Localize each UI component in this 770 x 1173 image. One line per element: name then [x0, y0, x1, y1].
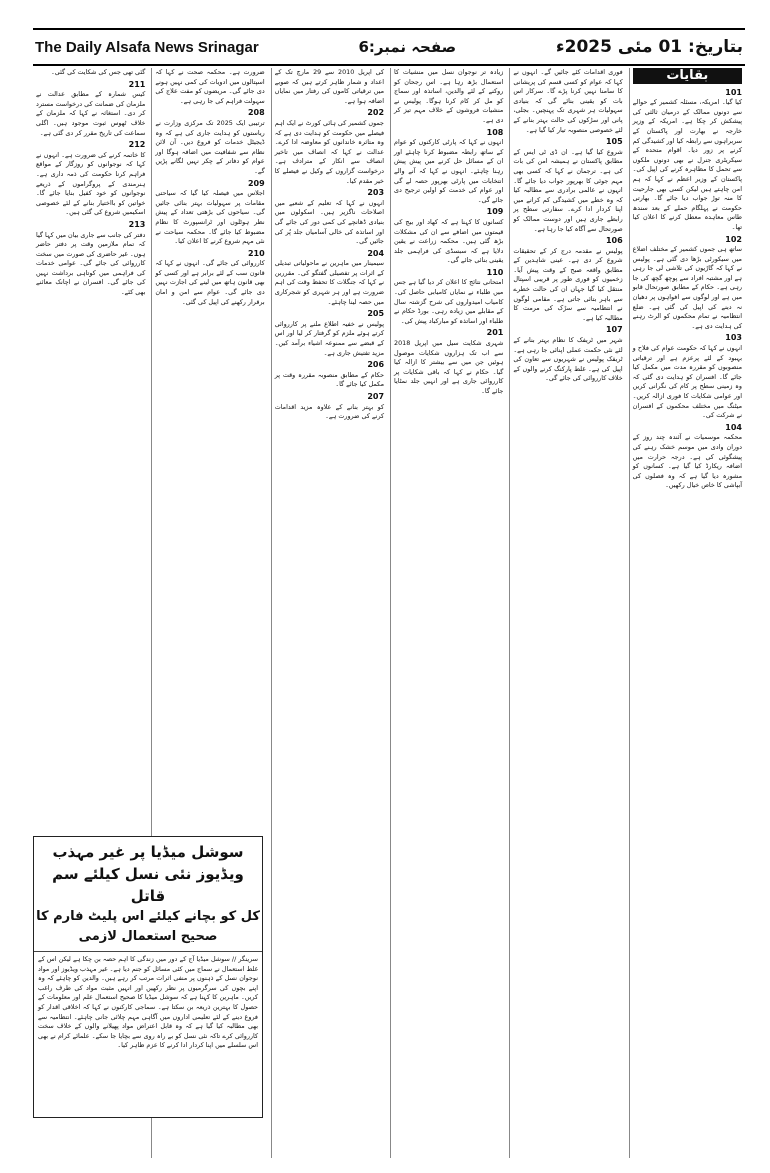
continuation-number: 105: [605, 137, 623, 147]
baqiyat-heading: بقایات: [633, 68, 742, 84]
continuation-number: 108: [486, 127, 504, 137]
continuation-number: 207: [367, 392, 385, 401]
column-2: [509, 68, 625, 1158]
article-text: شہری شکایت سیل میں اپریل 2018 سے اب تک ہزاروں شکایات موصول ہوئیں جن میں سے بیشتر کا ازالہ کیا گیا۔ حکام نے کہا کہ باقی شکایات پر کارروائی جاری ہے اور انہیں جلد نمٹایا جائے گا۔: [394, 339, 504, 395]
article-text: گئی تھی جس کی شکایت کی گئی۔: [51, 68, 146, 76]
continuation-number: 205: [367, 309, 385, 319]
article-text: کو بہتر بنانے کے علاوہ مزید اقدامات کرنے کی ضرورت ہے۔: [274, 402, 385, 421]
article-text: پولیس نے خفیہ اطلاع ملنے پر کارروائی کرتے ہوئے ملزم کو گرفتار کر لیا اور اس کے قبضے سے ممنوعہ اشیاء برآمد کیں۔ مزید تفتیش جاری ہے۔: [274, 319, 385, 357]
article-text: فوری اقدامات کئے جائیں گے۔ انہوں نے کہا کہ عوام کو کسی قسم کی پریشانی کا سامنا نہیں کرنا پڑے گا۔ سرکار اس بات کو یقینی بنائے گی کہ بنیادی سہولیات ہر شہری تک پہنچیں۔ بجلی، پانی اور سڑکوں کی حالت بہتر بنانے کے لئے خصوصی منصوبہ تیار کیا گیا ہے۔: [513, 68, 623, 134]
article-text: حکام کے مطابق منصوبہ مقررہ وقت پر مکمل کیا جائے گا۔: [274, 370, 385, 389]
continuation-number: 209: [247, 178, 265, 188]
continuation-number: 206: [367, 360, 385, 370]
column-1: [629, 68, 745, 1158]
article-text: کیا گیا۔ امریکہ، مسئلہ کشمیر کے حوالے سے دونوں ممالک کے درمیان ثالثی کی پیشکش کر چکا ہے۔ امریکہ کے وزیر خارجہ نے بھارت اور پاکستان کے سربراہوں سے رابطہ کیا اور کشیدگی کم کرنے پر زور دیا۔ اقوام متحدہ کے سیکریٹری جنرل نے بھی دونوں ملکوں سے تحمل کا مظاہرہ کرنے کی اپیل کی۔ پاکستان کے وزیر اعظم نے کہا کہ ہم امن چاہتے ہیں لیکن کسی بھی جارحیت کا منہ توڑ جواب دیا جائے گا۔ بھارتی حکومت نے پہلگام حملے کے بعد سندھ طاس معاہدہ معطل کرنے کا اعلان کیا تھا۔: [632, 98, 742, 231]
article-text: ترتیبی ایک 2025 تک مرکزی وزارت نے ریاستوں کو ہدایت جاری کی ہے کہ وہ ڈیجیٹل خدمات کو فروغ دیں۔ آن لائن نظام سے شفافیت میں اضافہ ہوگا اور عوام کو دفاتر کے چکر نہیں لگانے پڑیں گے۔: [155, 118, 265, 175]
article-text: دفتر کی جانب سے جاری بیان میں کہا گیا کہ تمام ملازمین وقت پر دفتر حاضر ہوں۔ غیر حاضری کی صورت میں سخت کارروائی کی جائے گی۔ عوامی خدمات کی فراہمی میں کوتاہی برداشت نہیں کی جائے گی۔ افسران نے اچانک معائنے بھی کئے۔: [36, 230, 146, 297]
continuation-number: 109: [486, 207, 504, 217]
article-text: شہر میں ٹریفک کا نظام بہتر بنانے کے لئے نئی حکمت عملی اپنائی جا رہی ہے۔ ٹریفک پولیس نے شہریوں سے تعاون کی اپیل کی ہے۔ غلط پارکنگ کرنے والوں کے خلاف کارروائی کی جائے گی۔: [513, 336, 623, 383]
continuation-number: 211: [128, 79, 146, 89]
article-text: انہوں نے کہا کہ حکومت عوام کی فلاح و بہبود کے لئے پرعزم ہے اور ترقیاتی منصوبوں کو مقررہ مدت میں مکمل کیا جائے گا۔ افسران کو ہدایت دی گئی کہ وہ زمینی سطح پر کام کی نگرانی کریں اور عوامی شکایات کا فوری ازالہ کریں۔ میٹنگ میں مختلف محکموں کے افسران نے شرکت کی۔: [632, 344, 742, 420]
article-text: سیمینار میں ماہرین نے ماحولیاتی تبدیلی کے اثرات پر تفصیلی گفتگو کی۔ مقررین نے کہا کہ جنگلات کا تحفظ وقت کی اہم ضرورت ہے اور ہر شہری کو شجرکاری میں حصہ لینا چاہئے۔: [274, 259, 385, 306]
article-text: کسانوں کا کہنا ہے کہ کھاد اور بیج کی قیمتوں میں اضافے سے ان کی مشکلات بڑھ گئی ہیں۔ محکمہ زراعت نے یقین دلایا ہے کہ سبسڈی کی فراہمی جلد یقینی بنائی جائے گی۔: [394, 217, 504, 265]
article-text: انہوں نے کہا کہ پارٹی کارکنوں کو عوام کے ساتھ رابطہ مضبوط کرنا چاہئے اور ان کے مسائل حل کرنے میں پیش پیش رہنا چاہئے۔ انہوں نے کہا کہ آنے والے انتخابات میں پارٹی بھرپور حصہ لے گی اور عوام کی خدمت کو اولین ترجیح دی جائے گی۔: [394, 138, 504, 204]
feature-article-box: [33, 836, 263, 1118]
continuation-number: 103: [725, 333, 742, 343]
continuation-number: 203: [367, 188, 385, 198]
continuation-number: 106: [605, 236, 623, 246]
continuation-number: 201: [486, 328, 504, 338]
article-text: پولیس نے مقدمہ درج کر کے تحقیقات شروع کر دی ہے۔ عینی شاہدین کے مطابق واقعہ صبح کے وقت پیش آیا۔ زخمیوں کو فوری طور پر قریبی اسپتال منتقل کیا گیا جہاں ان کی حالت خطرے سے باہر بتائی جاتی ہے۔ مقامی لوگوں نے انتظامیہ سے سڑک کی مرمت کا مطالبہ کیا ہے۔: [513, 246, 623, 322]
article-text: کا خاتمہ کرنے کی ضرورت ہے۔ انہوں نے کہا کہ نوجوانوں کو روزگار کے مواقع فراہم کرنا حکومت کی ذمہ داری ہے۔ ہنرمندی کے پروگراموں کے ذریعے نوجوانوں کو خود کفیل بنایا جائے گا۔ خواتین کو بااختیار بنانے کے لئے خصوصی اسکیمیں شروع کی گئی ہیں۔: [36, 150, 146, 217]
continuation-number: 210: [247, 248, 265, 258]
continuation-number: 208: [247, 108, 265, 118]
continuation-number: 110: [486, 267, 504, 277]
column-3: [390, 68, 506, 1158]
article-text: شروع کیا گیا ہے۔ ان ڈی ٹی ایس کے مطابق پاکستان نے ہمیشہ امن کی بات کی ہے۔ ترجمان نے کہا کہ کسی بھی مہم جوئی کا بھرپور جواب دیا جائے گا۔ انہوں نے عالمی برادری سے مطالبہ کیا کہ وہ خطے میں کشیدگی کم کرانے میں اپنا کردار ادا کرے۔ سفارتی سطح پر رابطے جاری ہیں اور دوست ممالک کو صورتحال سے آگاہ کیا جا رہا ہے۔: [513, 147, 623, 233]
paper-name: The Daily Alsafa News Srinagar: [35, 38, 259, 56]
article-text: جموں کشمیر کی ہائی کورٹ نے ایک اہم فیصلے میں حکومت کو ہدایت دی ہے کہ وہ متاثرہ خاندانوں کو معاوضہ ادا کرے۔ عدالت نے کہا کہ انصاف میں تاخیر انصاف سے انکار کے مترادف ہے۔ درخواست گزاروں کے وکیل نے فیصلے کا خیر مقدم کیا۔: [274, 118, 385, 185]
continuation-number: 104: [725, 422, 742, 432]
continuation-number: 107: [605, 325, 623, 335]
continuation-number: 204: [367, 248, 385, 258]
continuation-number: 202: [367, 108, 385, 118]
article-text: کارروائی کی جائے گی۔ انہوں نے کہا کہ قانون سب کے لئے برابر ہے اور کسی کو بھی قانون ہاتھ میں لینے کی اجازت نہیں دی جائے گی۔ عوام سے امن و امان برقرار رکھنے کی اپیل کی گئی۔: [155, 259, 265, 306]
article-text: انہوں نے کہا کہ تعلیم کے شعبے میں اصلاحات ناگزیر ہیں۔ اسکولوں میں بنیادی ڈھانچے کی کمی دور کی جائے گی اور اساتذہ کی خالی آسامیاں جلد پُر کی جائیں گی۔: [274, 198, 385, 246]
continuation-number: 102: [725, 234, 742, 244]
feature-headline-2: کل کو بچانے کیلئے اس پلیٹ فارم کا صحیح استعمال لازمی: [34, 907, 262, 952]
issue-date: بتاریخ: 01 مئی 2025ء: [555, 37, 743, 57]
masthead: [33, 28, 745, 66]
article-text: زیادہ تر نوجوان نسل میں منشیات کا استعمال بڑھ رہا ہے۔ اس رجحان کو روکنے کے لئے والدین، اساتذہ اور سماج کو مل کر کام کرنا ہوگا۔ پولیس نے منشیات فروشوں کے خلاف مہم تیز کر دی ہے۔: [394, 68, 504, 124]
page-number-label: صفحہ نمبر:6: [358, 38, 457, 56]
feature-headline-1: سوشل میڈیا پر غیر مہذب ویڈیوز نئی نسل کیلئے سم قاتل: [52, 843, 244, 905]
article-text: ساتھ ہی جموں کشمیر کے مختلف اضلاع میں سیکورٹی بڑھا دی گئی ہے۔ پولیس نے کہا کہ گاڑیوں کی تلاشی لی جا رہی ہے اور مشتبہ افراد سے پوچھ گچھ کی جا رہی ہے۔ حکام کے مطابق صورتحال قابو میں ہے اور لوگوں سے افواہوں پر دھیان نہ دینے کی اپیل کی گئی ہے۔ ضلع انتظامیہ نے تمام محکموں کو الرٹ رہنے کی ہدایت دی ہے۔: [632, 245, 742, 330]
article-text: کی اپریل 2010 سے 29 مارچ تک کے اعداد و شمار ظاہر کرتے ہیں کہ صوبے میں ترقیاتی کاموں کی رفتار میں نمایاں اضافہ ہوا ہے۔: [274, 68, 385, 105]
column-4: [271, 68, 387, 1158]
article-text: کیس شمارہ کے مطابق عدالت نے ملزمان کی ضمانت کی درخواست مسترد کر دی۔ استغاثہ نے کہا کہ ملزمان کے خلاف ٹھوس ثبوت موجود ہیں۔ اگلی سماعت کی تاریخ مقرر کر دی گئی ہے۔: [36, 90, 146, 137]
continuation-number: 213: [128, 219, 146, 229]
newspaper-page: [33, 28, 745, 1158]
continuation-number: 101: [725, 87, 742, 97]
article-text: ضرورت ہے۔ محکمہ صحت نے کہا کہ اسپتالوں میں ادویات کی کمی نہیں ہونے دی جائے گی۔ مریضوں کو مفت علاج کی سہولت فراہم کی جا رہی ہے۔: [155, 68, 265, 105]
continuation-number: 212: [128, 140, 146, 150]
article-text: اجلاس میں فیصلہ کیا گیا کہ سیاحتی مقامات پر سہولیات بہتر بنائی جائیں گی۔ سیاحوں کی بڑھتی تعداد کے پیش نظر ہوٹلوں اور ٹرانسپورٹ کا نظام مضبوط کیا جائے گا۔ محکمہ سیاحت نے نئی مہم شروع کرنے کا اعلان کیا۔: [155, 189, 265, 246]
article-text: امتحانی نتائج کا اعلان کر دیا گیا ہے جس میں طلباء نے نمایاں کامیابی حاصل کی۔ کامیاب امیدواروں کی شرح گزشتہ سال کے مقابلے میں زیادہ رہی۔ بورڈ حکام نے طلباء اور اساتذہ کو مبارکباد پیش کی۔: [394, 278, 504, 325]
article-text: محکمہ موسمیات نے آئندہ چند روز کے دوران وادی میں موسم خشک رہنے کی پیشگوئی کی ہے۔ درجہ حرارت میں اضافہ ریکارڈ کیا گیا ہے۔ کسانوں کو مشورہ دیا گیا ہے کہ وہ فصلوں کی آبپاشی کا خاص خیال رکھیں۔: [632, 433, 742, 490]
feature-body: سرینگر // سوشل میڈیا آج کے دور میں زندگی کا اہم حصہ بن چکا ہے لیکن اس کے غلط استعمال نے سماج میں کئی مسائل کو جنم دیا ہے۔ غیر مہذب ویڈیوز اور مواد نوجوان نسل کے ذہنوں پر منفی اثرات مرتب کر رہے ہیں۔ والدین کو چاہئے کہ وہ اپنے بچوں کی سرگرمیوں پر نظر رکھیں اور انہیں مثبت مواد کی طرف راغب کریں۔ ماہرین کا کہنا ہے کہ سوشل میڈیا کا صحیح استعمال علم اور معلومات کے حصول کا بہترین ذریعہ بن سکتا ہے۔ سماجی کارکنوں نے کہا کہ اخلاقی اقدار کو فروغ دینے کے لئے تعلیمی اداروں میں آگاہی مہم چلائی جانی چاہئے۔ انتظامیہ سے بھی مطالبہ کیا گیا ہے کہ وہ قابل اعتراض مواد پھیلانے والوں کے خلاف سخت کارروائی کرے تاکہ نئی نسل کو بے راہ روی سے بچایا جا سکے۔ علمائے کرام نے بھی اس سلسلے میں اپنا کردار ادا کرنے کا عزم ظاہر کیا۔: [38, 955, 258, 1050]
